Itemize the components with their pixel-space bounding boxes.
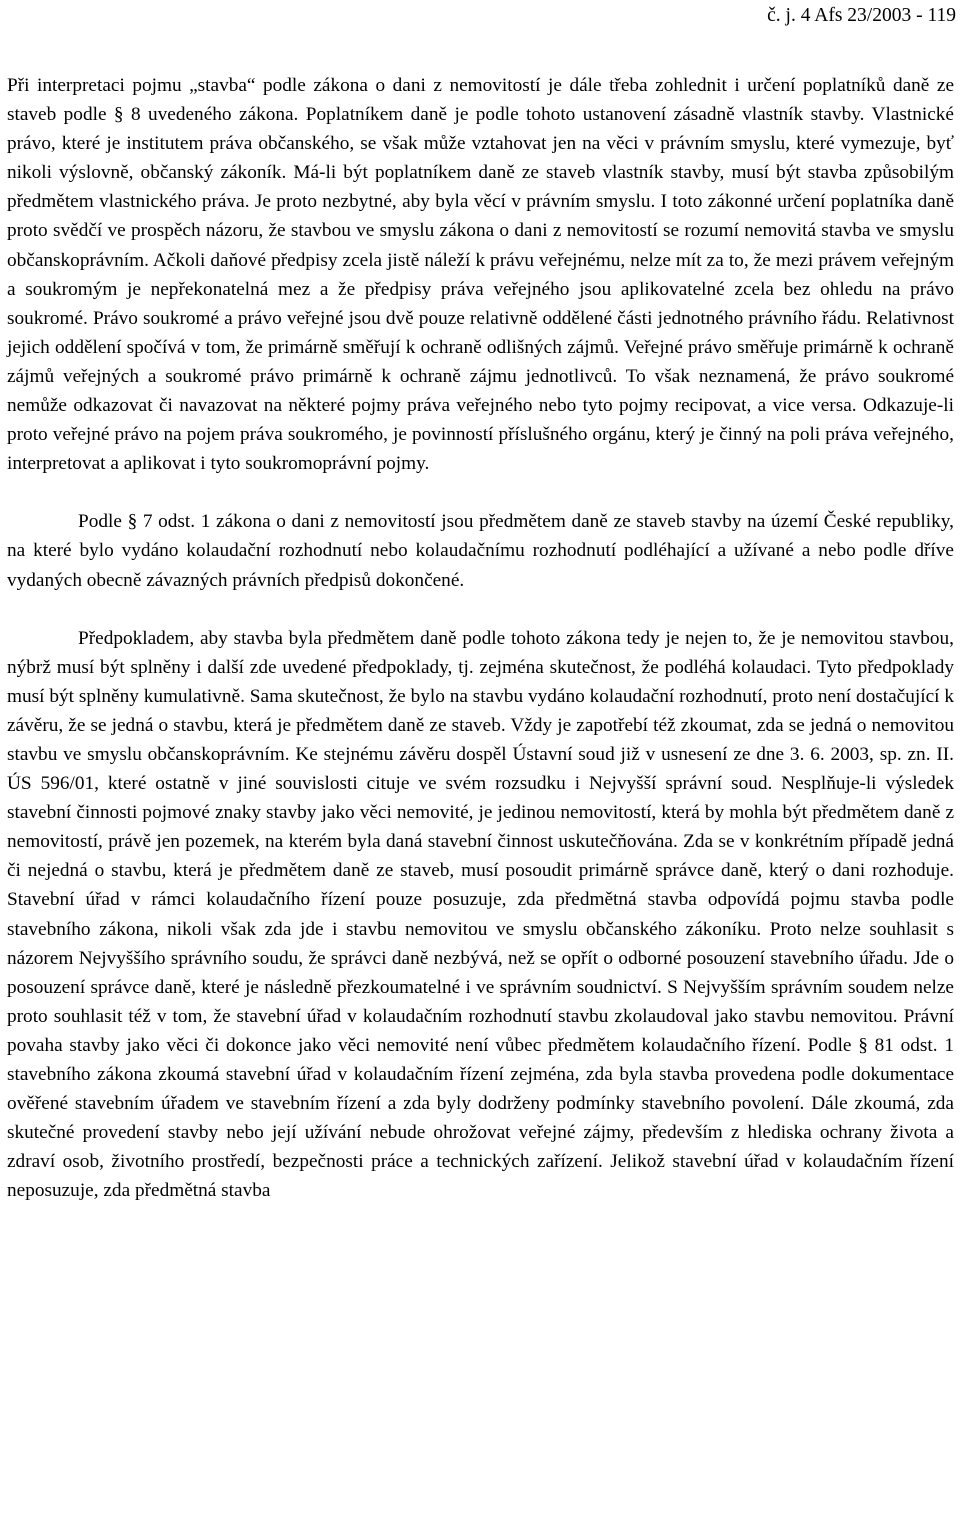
document-page (7, 0, 954, 1205)
paragraph-2: Podle § 7 odst. 1 zákona o dani z nemovitostí jsou předmětem daně ze staveb stavby na území České republiky, na které bylo vydáno kolaudační rozhodnutí nebo kolaudačnímu rozhodnutí podléhající a užívané a nebo podle dříve vydaných obecně závazných právních předpisů dokončené. (7, 511, 954, 591)
paragraph-3: Předpokladem, aby stavba byla předmětem daně podle tohoto zákona tedy je nejen to, že je nemovitou stavbou, nýbrž musí být splněny i další zde uvedené předpoklady, tj. zejména skutečnost, že podléhá kolaudaci. Tyto předpoklady musí být splněny kumulativně. Sama skutečnost, že bylo na stavbu vydáno kolaudační rozhodnutí, proto není dostačující k závěru, že se jedná o stavbu, která je předmětem daně ze staveb. Vždy je zapotřebí též zkoumat, zda se jedná o nemovitou stavbu ve smyslu občanskoprávním. Ke stejnému závěru dospěl Ústavní soud již v usnesení ze dne 3. 6. 2003, sp. zn. II. ÚS 596/01, které ostatně v jiné souvislosti cituje ve svém rozsudku i Nejvyšší správní soud. Nesplňuje-li výsledek stavební činnosti pojmové znaky stavby jako věci nemovité, je jedinou nemovitostí, která by mohla být předmětem daně z nemovitostí, právě jen pozemek, na kterém byla daná stavební činnost uskutečňována. Zda se v konkrétním případě jedná či nejedná o stavbu, která je předmětem daně ze staveb, musí posoudit primárně správce daně, který o dani rozhoduje. Stavební úřad v rámci kolaudačního řízení pouze posuzuje, zda předmětná stavba odpovídá pojmu stavba podle stavebního zákona, nikoli však zda jde i stavbu nemovitou ve smyslu občanského zákoníku. Proto nelze souhlasit s názorem Nejvyššího správního soudu, že správci daně nezbývá, než se opřít o odborné posouzení stavebního úřadu. Jde o posouzení správce daně, které je následně přezkoumatelné i ve správním soudnictví. S Nejvyšším správním soudem nelze proto souhlasit též v tom, že stavební úřad v kolaudačním rozhodnutí stavbu zkolaudoval jako stavbu nemovitou. Právní povaha stavby jako věci či dokonce jako věci nemovité není vůbec předmětem kolaudačního řízení. Podle § 81 odst. 1 stavebního zákona zkoumá stavební úřad v kolaudačním řízení zejména, zda byla stavba provedena podle dokumentace ověřené stavebním úřadem ve stavebním řízení a zda byly dodrženy podmínky stavebního povolení. Dále zkoumá, zda skutečné provedení stavby nebo její užívání nebude ohrožovat veřejné zájmy, především z hlediska ochrany života a zdraví osob, životního prostředí, bezpečnosti práce a technických zařízení. Jelikož stavební úřad v kolaudačním řízení neposuzuje, zda předmětná stavba (7, 627, 954, 1202)
case-number-header: č. j. 4 Afs 23/2003 - 119 (767, 5, 956, 26)
paragraph-1: Při interpretaci pojmu „stavba“ podle zákona o dani z nemovitostí je dále třeba zohlednit i určení poplatníků daně ze staveb podle § 8 uvedeného zákona. Poplatníkem daně je podle tohoto ustanovení zásadně vlastník stavby. Vlastnické právo, které je institutem práva občanského, se však může vztahovat jen na věci v právním smyslu, které vymezuje, byť nikoli výslovně, občanský zákoník. Má-li být poplatníkem daně ze staveb vlastník stavby, musí být stavba způsobilým předmětem vlastnického práva. Je proto nezbytné, aby byla věcí v právním smyslu. I toto zákonné určení poplatníka daně proto svědčí ve prospěch názoru, že stavbou ve smyslu zákona o dani z nemovitostí se rozumí nemovitá stavba ve smyslu občanskoprávním. Ačkoli daňové předpisy zcela jistě náleží k právu veřejnému, nelze mít za to, že mezi právem veřejným a soukromým je nepřekonatelná mez a že předpisy práva veřejného jsou aplikovatelné zcela bez ohledu na právo soukromé. Právo soukromé a právo veřejné jsou dvě pouze relativně oddělené části jednotného právního řádu. Relativnost jejich oddělení spočívá v tom, že primárně směřují k ochraně odlišných zájmů. Veřejné právo směřuje primárně k ochraně zájmů veřejných a soukromé právo primárně k ochraně zájmu jednotlivců. To však neznamená, že právo soukromé nemůže odkazovat či navazovat na některé pojmy práva veřejného nebo tyto pojmy recipovat, a vice versa. Odkazuje-li proto veřejné právo na pojem práva soukromého, je povinností příslušného orgánu, který je činný na poli práva veřejného, interpretovat a aplikovat i tyto soukromoprávní pojmy. (7, 75, 954, 475)
